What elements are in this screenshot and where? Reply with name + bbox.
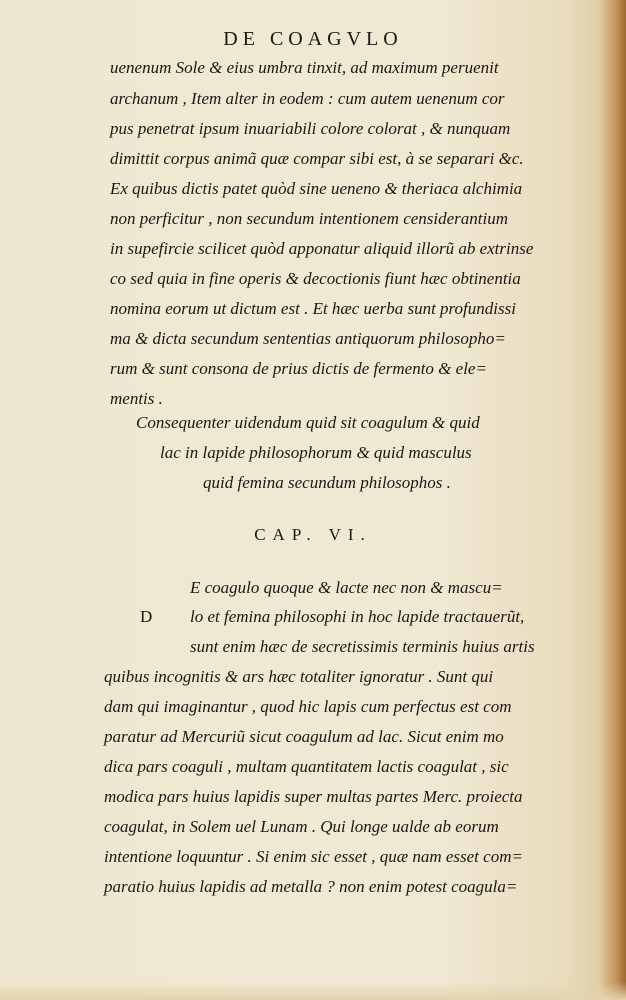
- text-line: mentis .: [110, 389, 163, 408]
- text-line: lo et femina philosophi in hoc lapide tractauerũt,: [190, 607, 525, 626]
- text-line: paratio huius lapidis ad metalla ? non enim potest coagula=: [104, 877, 518, 896]
- text-line: nomina eorum ut dictum est . Et hæc uerba sunt profundissi: [110, 299, 516, 318]
- text-line: sunt enim hæc de secretissimis terminis huius artis: [190, 637, 535, 656]
- text-line: pus penetrat ipsum inuariabili colore colorat , & nunquam: [110, 119, 511, 138]
- text-line: modica pars huius lapidis super multas partes Merc. proiecta: [104, 787, 523, 806]
- drop-initial: D: [140, 607, 153, 626]
- summary-line: Consequenter uidendum quid sit coagulum & quid: [136, 413, 480, 432]
- text-line: co sed quia in fine operis & decoctionis fiunt hæc obtinentia: [110, 269, 521, 288]
- text-line: uenenum Sole & eius umbra tinxit, ad maximum peruenit: [110, 58, 499, 77]
- text-line: dam qui imaginantur , quod hic lapis cum perfectus est com: [104, 697, 512, 716]
- running-header: DE COAGVLO: [223, 28, 403, 50]
- page-bottom-edge: [0, 982, 626, 1000]
- chapter-heading: CAP. VI.: [254, 525, 372, 544]
- text-line: Ex quibus dictis patet quòd sine ueneno & theriaca alchimia: [110, 179, 523, 198]
- text-line: ma & dicta secundum sententias antiquorum philosopho=: [110, 329, 506, 348]
- text-line: E coagulo quoque & lacte nec non & mascu=: [190, 578, 503, 597]
- text-line: dica pars coaguli , multam quantitatem lactis coagulat , sic: [104, 757, 509, 776]
- summary-line: quid femina secundum philosophos .: [203, 473, 451, 492]
- text-line: dimittit corpus animã quæ compar sibi est, à se separari &c.: [110, 149, 524, 168]
- summary-line: lac in lapide philosophorum & quid masculus: [160, 443, 472, 462]
- text-line: rum & sunt consona de prius dictis de fermento & ele=: [110, 359, 487, 378]
- text-line: quibus incognitis & ars hæc totaliter ignoratur . Sunt qui: [104, 667, 494, 686]
- text-line: in supefircie scilicet quòd apponatur aliquid illorũ ab extrinse: [110, 239, 534, 258]
- text-line: intentione loquuntur . Si enim sic esset , quæ nam esset com=: [104, 847, 523, 866]
- text-line: archanum , Item alter in eodem : cum autem uenenum cor: [110, 89, 505, 108]
- text-line: non perficitur , non secundum intentionem censiderantium: [110, 209, 509, 228]
- text-line: coagulat, in Solem uel Lunam . Qui longe ualde ab eorum: [104, 817, 499, 836]
- text-line: paratur ad Mercuriũ sicut coagulum ad lac. Sicut enim mo: [104, 727, 504, 746]
- page-edge-shadow: [600, 0, 626, 1000]
